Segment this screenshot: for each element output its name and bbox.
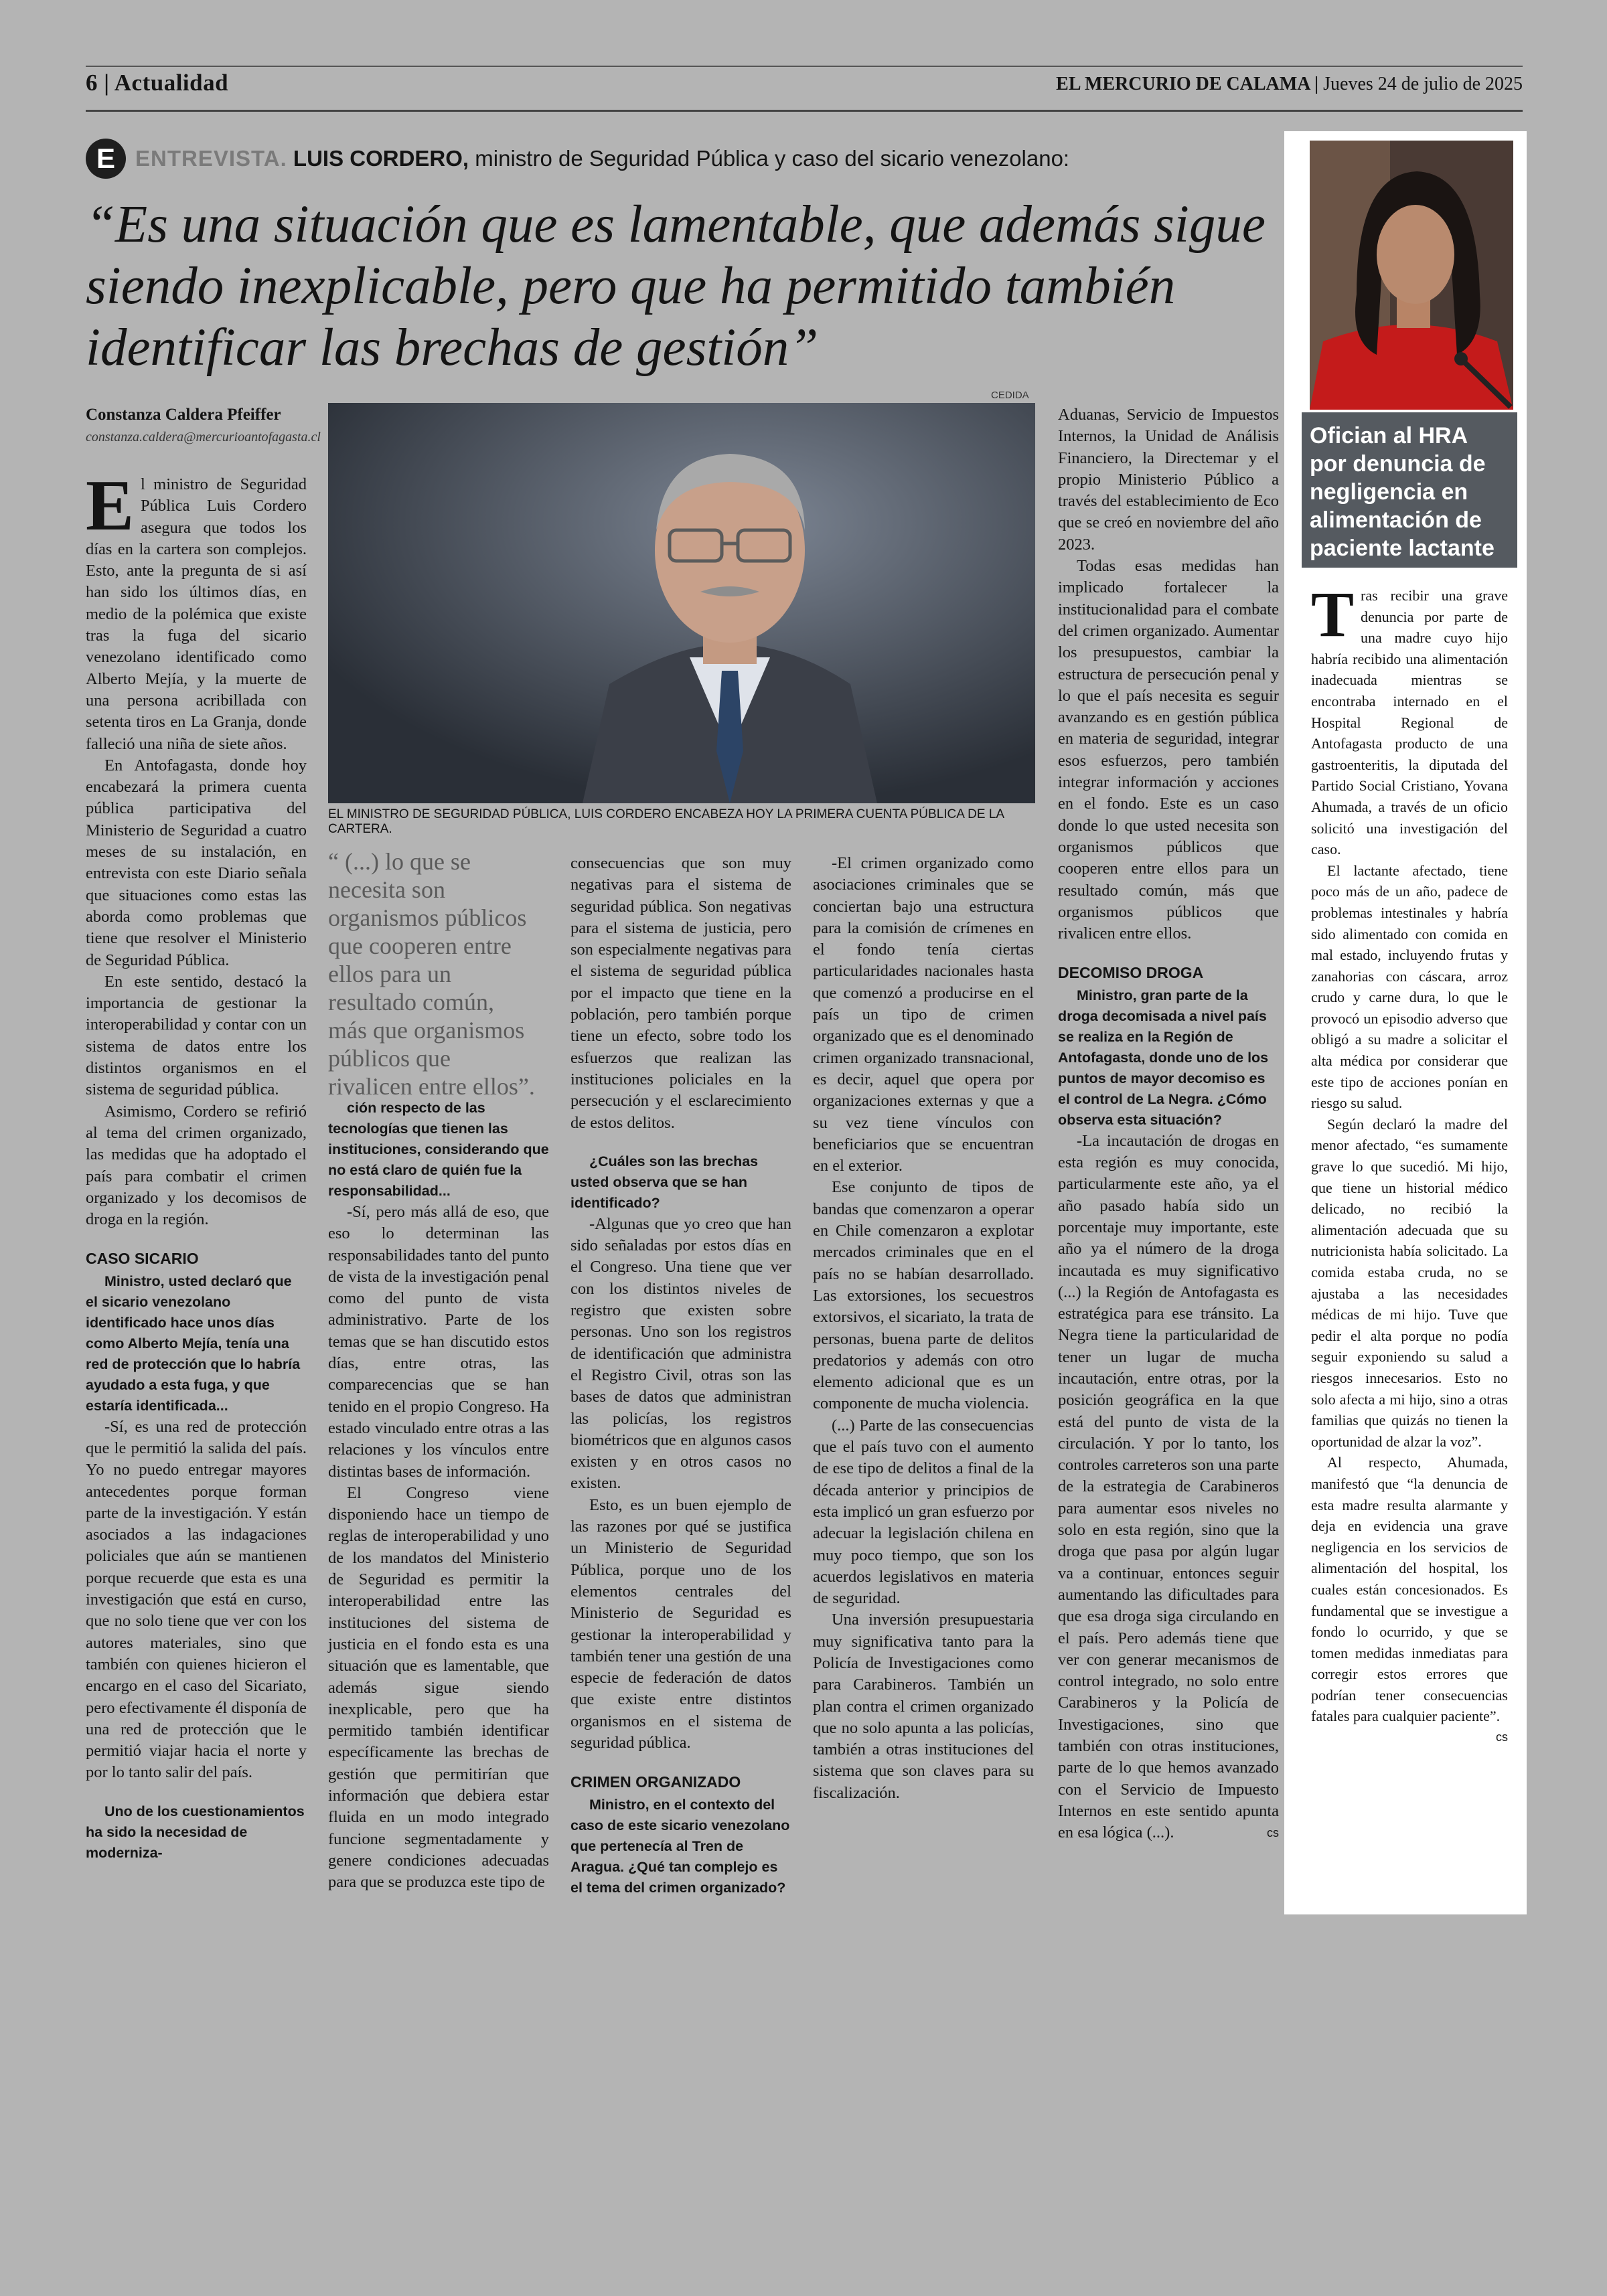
deputy-photo <box>1310 141 1513 410</box>
publication-name: EL MERCURIO DE CALAMA <box>1056 74 1310 94</box>
page-section-label: 6 | Actualidad <box>86 70 229 96</box>
paragraph: Aduanas, Servicio de Impuestos Internos, la Unidad de Análisis Financiero, la Directemar y el propio Ministerio Público a través del establecimiento de Eco que se creó en noviembre del año 2023. <box>1058 406 1279 554</box>
sidebar-dropcap: T <box>1311 578 1355 650</box>
column-4 <box>813 853 1034 1804</box>
interview-answer: -Algunas que yo creo que han sido señaladas por estos días en el Congreso. Una tiene que ver con los distintos niveles de registro que existen sobre personas. Uno son los registros de identificación que administra el Registro Civil, otras son las bases de datos que administran las policías, los registros biométricos que en algunos casos existen y en otros casos no existen. <box>570 1214 791 1493</box>
pull-quote: “ (...) lo que se necesita son organismos públicos que cooperen entre ellos para un resultado común, más que organismos públicos que rivalicen entre ellos”. <box>328 848 535 1100</box>
header-top-rule <box>86 66 1523 67</box>
author-email: constanza.caldera@mercurioantofagasta.cl <box>86 430 321 444</box>
end-mark-icon: cs <box>1496 1730 1508 1744</box>
interview-badge-icon: E <box>86 139 126 179</box>
paragraph: (...) Parte de las consecuencias que el país tuvo con el aumento de ese tipo de delitos a final de la década anterior y principios de esta implicó un gran esfuerzo por adecuar la legislación chilena en muy poco tiempo, que son los acuerdos legislativos en materia de seguridad. <box>813 1416 1034 1608</box>
interview-answer: El Congreso viene disponiendo hace un tiempo de reglas de interoperabilidad y uno de los mandatos del Ministerio de Seguridad es permitir la interoperabilidad entre las instituciones del sistema de justicia en el fondo esta es una situación que es lamentable, que además sigue siendo inexplicable, pero que ha permitido también identificar específicamente las brechas de gestión que permitirían que información que debiera estar fluida en un modo integrado funcione segmentadamente y genere condiciones adecuadas para que se produzca este tipo de <box>328 1483 549 1892</box>
kicker-name: LUIS CORDERO, <box>293 146 469 171</box>
interview-question: Ministro, gran parte de la droga decomisada a nivel país se realiza en la Región de Antofagasta, donde uno de los puntos de mayor decomiso es el control de La Negra. ¿Cómo observa esta situación? <box>1058 987 1269 1128</box>
interview-question: Uno de los cuestionamientos ha sido la necesidad de moderniza- <box>86 1803 305 1861</box>
article-kicker <box>86 137 1069 181</box>
subhead-caso-sicario: CASO SICARIO <box>86 1250 199 1268</box>
kicker-description: ministro de Seguridad Pública y caso del sicario venezolano: <box>469 146 1070 171</box>
interview-answer: -Sí, pero más allá de eso, que eso lo determinan las responsabilidades tanto del punto de vista de la investigación penal como del punto de vista administrativo. Parte de los temas que se han discutido estos días, entre otras, las comparecencias que se han tenido en el propio Congreso. Ha estado vinculado entre otras a las relaciones y los vínculos entre distintas bases de información. <box>328 1203 549 1481</box>
subhead-decomiso-droga: DECOMISO DROGA <box>1058 964 1204 982</box>
interview-question: ¿Cuáles son las brechas usted observa que se han identificado? <box>570 1153 759 1211</box>
interview-answer: -La incautación de drogas en esta región es muy conocida, particularmente este año, ya el año pasado había sido un porcentaje muy importante, este año ya el número de la droga incautada es muy significativo (...) la Región de Antofagasta es estratégica para ese tránsito. La Negra tiene la particularidad de tener un lugar de mucha incautación, entre otras, por la posición geográfica en la que está del punto de vista de la circulación. Y por lo tanto, los controles carreteros son una parte de la estrategia de Carabineros para aumentar esos niveles no solo en esta región, sino que la droga que pasa por algún lugar va a continuar, entonces seguir aumentando las dificultades para que esa droga siga circulando en el país. Pero además tiene que ver con generar mecanismos de control integrado, no solo entre Carabineros y la Policía de Investigaciones, sino que también con otras instituciones, parte de lo que hemos avanzado con el Servicio de Impuesto Internos en este sentido apunta en esa lógica (...). cs <box>1058 1131 1279 1844</box>
page-number: 6 <box>86 70 98 96</box>
dropcap: E <box>86 466 135 546</box>
paragraph: consecuencias que son muy negativas para el sistema de seguridad pública. Son negativas para el sistema de justicia, pero son especialmente negativas para el sistema de seguridad pública por el impacto que tiene en la población, pero también porque tiene un efecto, sobre todo los esfuerzos que realizan las instituciones policiales en la persecución y el esclarecimiento de estos delitos. <box>570 854 791 1132</box>
sidebar-paragraph: Según declaró la madre del menor afectado, “es sumamente grave lo que sucedió. Mi hijo, que tiene un historial médico delicado, no recibió la alimentación adecuada que su nutricionista había solicitado. La comida estaba cruda, no se ajustaba a las necesidades médicas de mi hijo. Tuve que pedir el alta porque no podía seguir exponiendo su salud a riesgos innecesarios. Esto no solo afecta a mi hijo, sino a otras familias que quizás no tienen la oportunidad de alzar la voz”. <box>1311 1115 1508 1450</box>
minister-photo <box>328 403 1035 803</box>
column-1 <box>86 466 307 1864</box>
paragraph: En Antofagasta, donde hoy encabezará la primera cuenta pública participativa del Ministerio de Seguridad a cuatro meses de su instalación, en entrevista con este Diario señala que situaciones como estas las aborda como problemas que tiene que resolver el Ministerio de Seguridad Pública. <box>86 756 307 969</box>
interview-answer: Esto, es un buen ejemplo de las razones por qué se justifica un Ministerio de Seguridad Pública, porque uno de los elementos centrales del Ministerio de Seguridad es gestionar la interoperabilidad y también tener una gestión de una especie de federación de datos que existe entre distintos organismos en el sistema de seguridad pública. <box>570 1495 791 1752</box>
column-5 <box>1058 404 1279 1844</box>
interview-question: Ministro, en el contexto del caso de este sicario venezolano que pertenecía al Tren de Aragua. ¿Qué tan complejo es el tema del crimen organizado? <box>570 1796 790 1896</box>
section-name: Actualidad <box>114 70 229 96</box>
sidebar-paragraph: El lactante afectado, tiene poco más de un año, padece de problemas intestinales y habría sido alimentado con comida en mal estado, incluyendo frutas y zanahorias con cáscara, arroz crudo y carne dura, lo que le provocó un episodio adverso que obligó a su madre a solicitar el alta médica por considerar que este tipo de acciones ponían en riesgo su salud. <box>1311 862 1508 1112</box>
article-headline: “Es una situación que es lamentable, que además sigue siendo inexplicable, pero que ha permitido también identificar las brechas de gestión” <box>86 195 1266 377</box>
paragraph: Ese conjunto de tipos de bandas que comenzaron a operar en Chile comenzaron a explotar mercados criminales que en el país no se habían desarrollado. Las extorsiones, los secuestros extorsivos, el sicariato, la trata de personas, buena parte de delitos predatorios y además con otro elemento adicional que es un componente de mucha violencia. <box>813 1178 1034 1413</box>
sidebar-paragraph: Al respecto, Ahumada, manifestó que “la denuncia de esta madre resulta alarmante y deja en evidencia una grave negligencia en los servicios de alimentación del hospital, los cuales están concesionados. Es fundamental que se investigue a fondo lo ocurrido, y que se tomen medidas inmediatas para corregir estos errores que podrían tener consecuencias fatales para cualquier paciente”. cs <box>1311 1452 1508 1727</box>
column-3 <box>570 853 791 1898</box>
column-2 <box>328 1098 549 1894</box>
paragraph: Todas esas medidas han implicado fortalecer la institucionalidad para el combate del crimen organizado. Aumentar los presupuestos, cambiar la estructura de persecución penal y lo que el país necesita es seguir avanzando es en gestión pública en materia de seguridad, integrar esos esfuerzos, pero también integrar información y acciones en el fondo. Este es un caso donde lo que usted necesita son organismos públicos que cooperen entre ellos para un resultado común, más que organismos públicos que rivalicen entre ellos. <box>1058 557 1279 943</box>
kicker-label: ENTREVISTA. <box>135 146 287 171</box>
lead-paragraph: El ministro de Seguridad Pública Luis Cordero asegura que todos los días en la cartera son complejos. Esto, ante la pregunta de si así han sido los últimos días, en medio de la polémica que existe tras la fuga del sicario venezolano identificado como Alberto Mejía, y la muerte de una persona acribillada con setenta tiros en La Granja, donde falleció una niña de siete años. <box>86 466 307 753</box>
publication-date: Jueves 24 de julio de 2025 <box>1323 74 1523 94</box>
interview-answer: -Sí, es una red de protección que le permitió la salida del país. Yo no puedo entregar mayores antecedentes porque forman parte de la investigación. Y están asociados a las indagaciones policiales que aún se mantienen porque recuerde que esta es una investigación que está en curso, que no solo tiene que ver con los autores materiales, sino que también con quienes hicieron el encargo en el caso del Sicariato, pero efectivamente él disponía de una red de protección que le permitió viajar hacia el norte y por lo tanto salir del país. <box>86 1417 307 1782</box>
paragraph: En este sentido, destacó la importancia de gestionar la interoperabilidad y contar con un sistema de datos entre los distintos organismos en el sistema de seguridad pública. <box>86 972 307 1099</box>
header-bottom-rule <box>86 110 1523 112</box>
publication-line: EL MERCURIO DE CALAMA | Jueves 24 de julio de 2025 <box>1056 74 1523 94</box>
deputy-portrait-illustration <box>1310 141 1513 410</box>
sidebar-article-body <box>1311 578 1508 1748</box>
interview-question: ción respecto de las tecnologías que tienen las instituciones, considerando que no está claro de quién fue la responsabilidad... <box>328 1100 549 1199</box>
sidebar-lead: Tras recibir una grave denuncia por parte de una madre cuyo hijo habría recibido una alimentación inadecuada mientras se encontraba internado en el Hospital Regional de Antofagasta producto de una gastroenteritis, la diputada del Partido Social Cristiano, Yovana Ahumada, a través de un oficio solicitó una investigación del caso. <box>1311 578 1508 858</box>
author-name: Constanza Caldera Pfeiffer <box>86 406 281 424</box>
portrait-illustration <box>328 403 1035 803</box>
paragraph: Asimismo, Cordero se refirió al tema del crimen organizado, las medidas que ha adoptado el país para combatir el crimen organizado y los decomisos de droga en la región. <box>86 1102 307 1229</box>
interview-answer: -El crimen organizado como asociaciones criminales que se conciertan bajo una estructura para la comisión de crímenes en el fondo tenía ciertas particularidades nacionales hasta que comenzó a producirse en el país un tipo de crimen organizado que es el denominado crimen organizado transnacional, es decir, aquel que opera por organizaciones externas y que a su vez tiene vínculos con beneficiarios que se encuentran en el exterior. <box>813 854 1034 1175</box>
subhead-crimen-organizado: CRIMEN ORGANIZADO <box>570 1773 741 1791</box>
paragraph: Una inversión presupuestaria muy significativa tanto para la Policía de Investigaciones como para Carabineros. También un plan contra el crimen organizado que no solo apunta a las policías, también a otras instituciones del sistema que son claves para su fiscalización. <box>813 1611 1034 1802</box>
photo-caption: EL MINISTRO DE SEGURIDAD PÚBLICA, LUIS CORDERO ENCABEZA HOY LA PRIMERA CUENTA PÚBLICA DE LA CARTERA. <box>328 807 1004 836</box>
interview-question: Ministro, usted declaró que el sicario venezolano identificado hace unos días como Alberto Mejía, tenía una red de protección que lo habría ayudado a esta fuga, y que estaría identificada... <box>86 1273 301 1414</box>
photo-credit: CEDIDA <box>991 390 1029 401</box>
kicker-text <box>135 146 1069 171</box>
end-mark-icon: cs <box>1267 1826 1279 1840</box>
sidebar-headline: Ofician al HRA por denuncia de negligencia en alimentación de paciente lactante <box>1302 412 1517 568</box>
